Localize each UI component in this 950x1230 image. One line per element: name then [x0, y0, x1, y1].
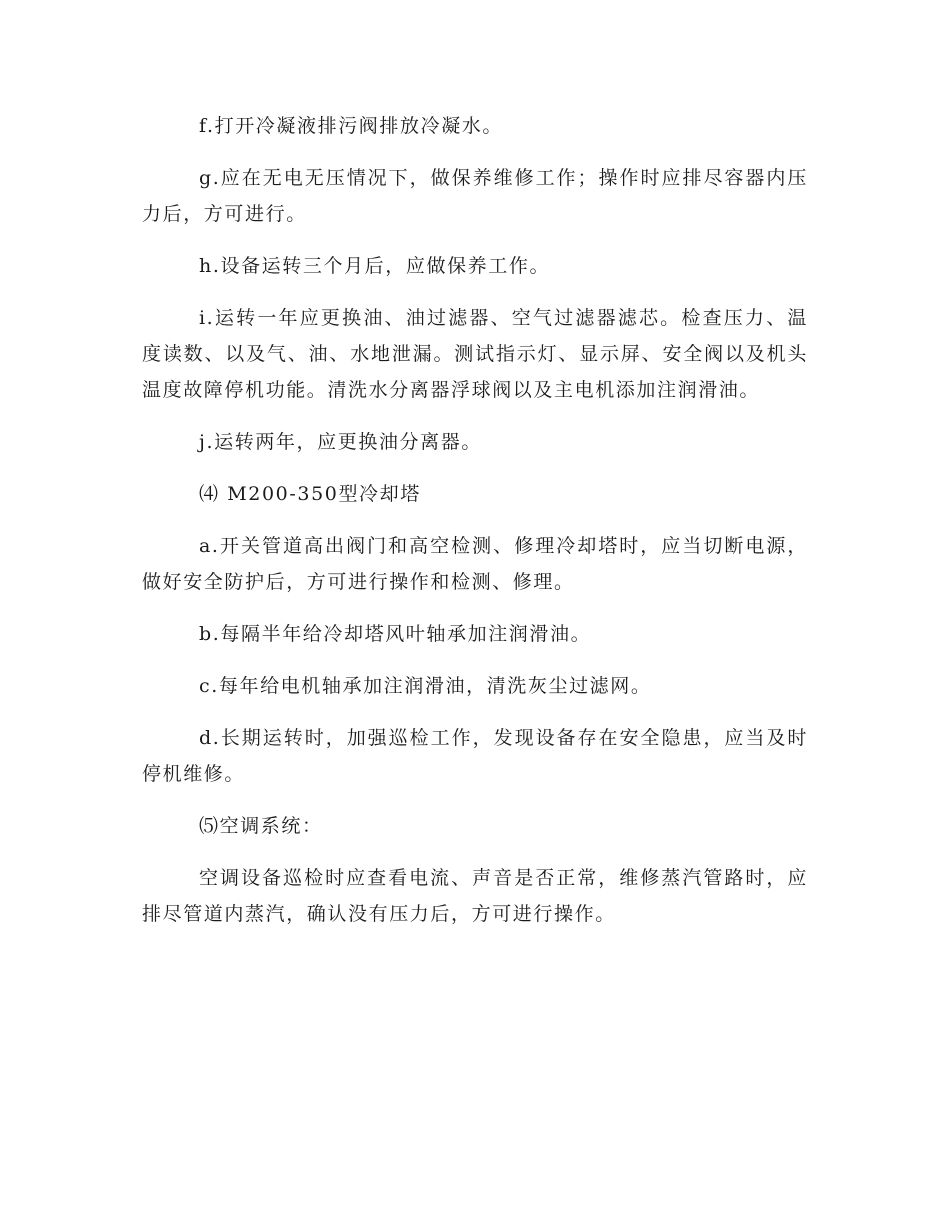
paragraph-b: b.每隔半年给冷却塔风叶轴承加注润滑油。 — [199, 623, 592, 645]
paragraph-h: h.设备运转三个月后，应做保养工作。 — [199, 255, 551, 277]
paragraph-j: j.运转两年，应更换油分离器。 — [199, 431, 482, 453]
paragraph-d: d.长期运转时，加强巡检工作，发现设备存在安全隐患，应当及时停机维修。 — [142, 727, 808, 785]
paragraph-f: f.打开冷凝液排污阀排放冷凝水。 — [199, 115, 503, 137]
section-heading-cooling-tower: ⑷ M200-350型冷却塔 — [199, 483, 421, 505]
document-body — [142, 108, 808, 948]
paragraph-air-conditioning: 空调设备巡检时应查看电流、声音是否正常，维修蒸汽管路时，应排尽管道内蒸汽，确认没有压力后，方可进行操作。 — [142, 867, 808, 925]
paragraph-i: i.运转一年应更换油、油过滤器、空气过滤器滤芯。检查压力、温度读数、以及气、油、水地泄漏。测试指示灯、显示屏、安全阀以及机头温度故障停机功能。清洗水分离器浮球阀以及主电机添加注润滑油。 — [142, 307, 808, 401]
paragraph-c: c.每年给电机轴承加注润滑油，清洗灰尘过滤网。 — [199, 675, 652, 697]
paragraph-a: a.开关管道高出阀门和高空检测、修理冷却塔时，应当切断电源，做好安全防护后，方可进行操作和检测、修理。 — [142, 535, 808, 593]
paragraph-g: g.应在无电无压情况下，做保养维修工作；操作时应排尽容器内压力后，方可进行。 — [142, 167, 808, 225]
section-heading-air-conditioning: ⑸空调系统： — [199, 815, 323, 837]
